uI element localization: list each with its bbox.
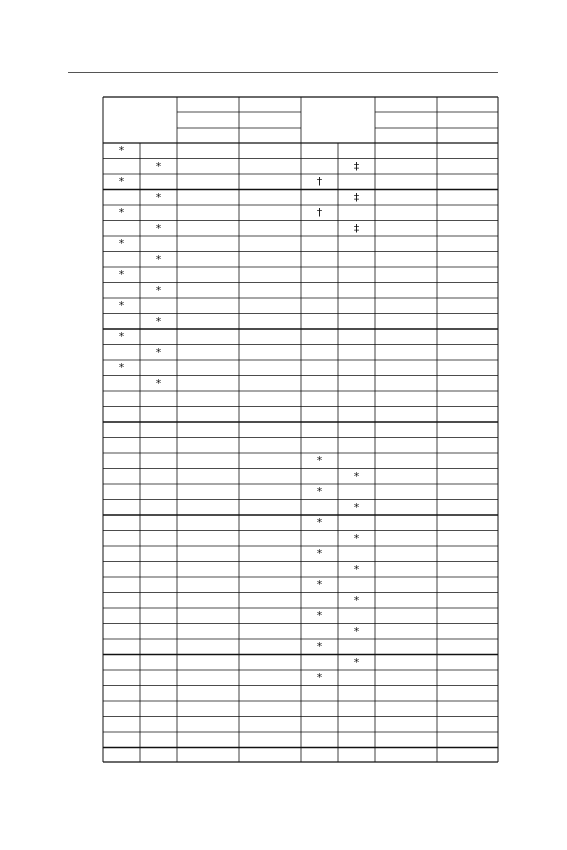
table-mark: *: [118, 175, 125, 188]
table-mark: *: [353, 469, 360, 483]
table-mark: *: [316, 671, 323, 684]
table-mark: *: [353, 562, 360, 576]
table-mark: ‡: [353, 190, 360, 204]
table-mark: *: [118, 330, 125, 343]
table-mark: *: [155, 252, 162, 266]
table-mark: *: [353, 531, 360, 545]
table-mark: *: [353, 593, 360, 607]
table-mark: *: [316, 485, 323, 498]
table-mark: *: [155, 345, 162, 359]
table-mark: *: [316, 640, 323, 653]
table-mark: *: [118, 299, 125, 312]
table-mark: †: [316, 175, 323, 188]
table-mark: *: [118, 144, 125, 157]
table-mark: †: [316, 206, 323, 219]
table-mark: *: [316, 547, 323, 560]
table-mark: *: [353, 624, 360, 638]
table-mark: *: [118, 237, 125, 250]
table-mark: *: [353, 500, 360, 514]
table-mark: *: [118, 206, 125, 219]
table-mark: *: [316, 454, 323, 467]
table-mark: *: [155, 190, 162, 204]
table-mark: *: [316, 578, 323, 591]
table-mark: *: [316, 609, 323, 622]
table-mark: *: [155, 159, 162, 173]
table-mark: *: [316, 516, 323, 529]
table-mark: ‡: [353, 159, 360, 173]
table-mark: *: [155, 376, 162, 390]
table-mark: *: [155, 283, 162, 297]
table-mark: *: [155, 221, 162, 235]
table-mark: *: [353, 655, 360, 669]
table-mark: *: [155, 314, 162, 328]
table-mark: *: [118, 361, 125, 374]
table-mark: ‡: [353, 221, 360, 235]
table-mark: *: [118, 268, 125, 281]
